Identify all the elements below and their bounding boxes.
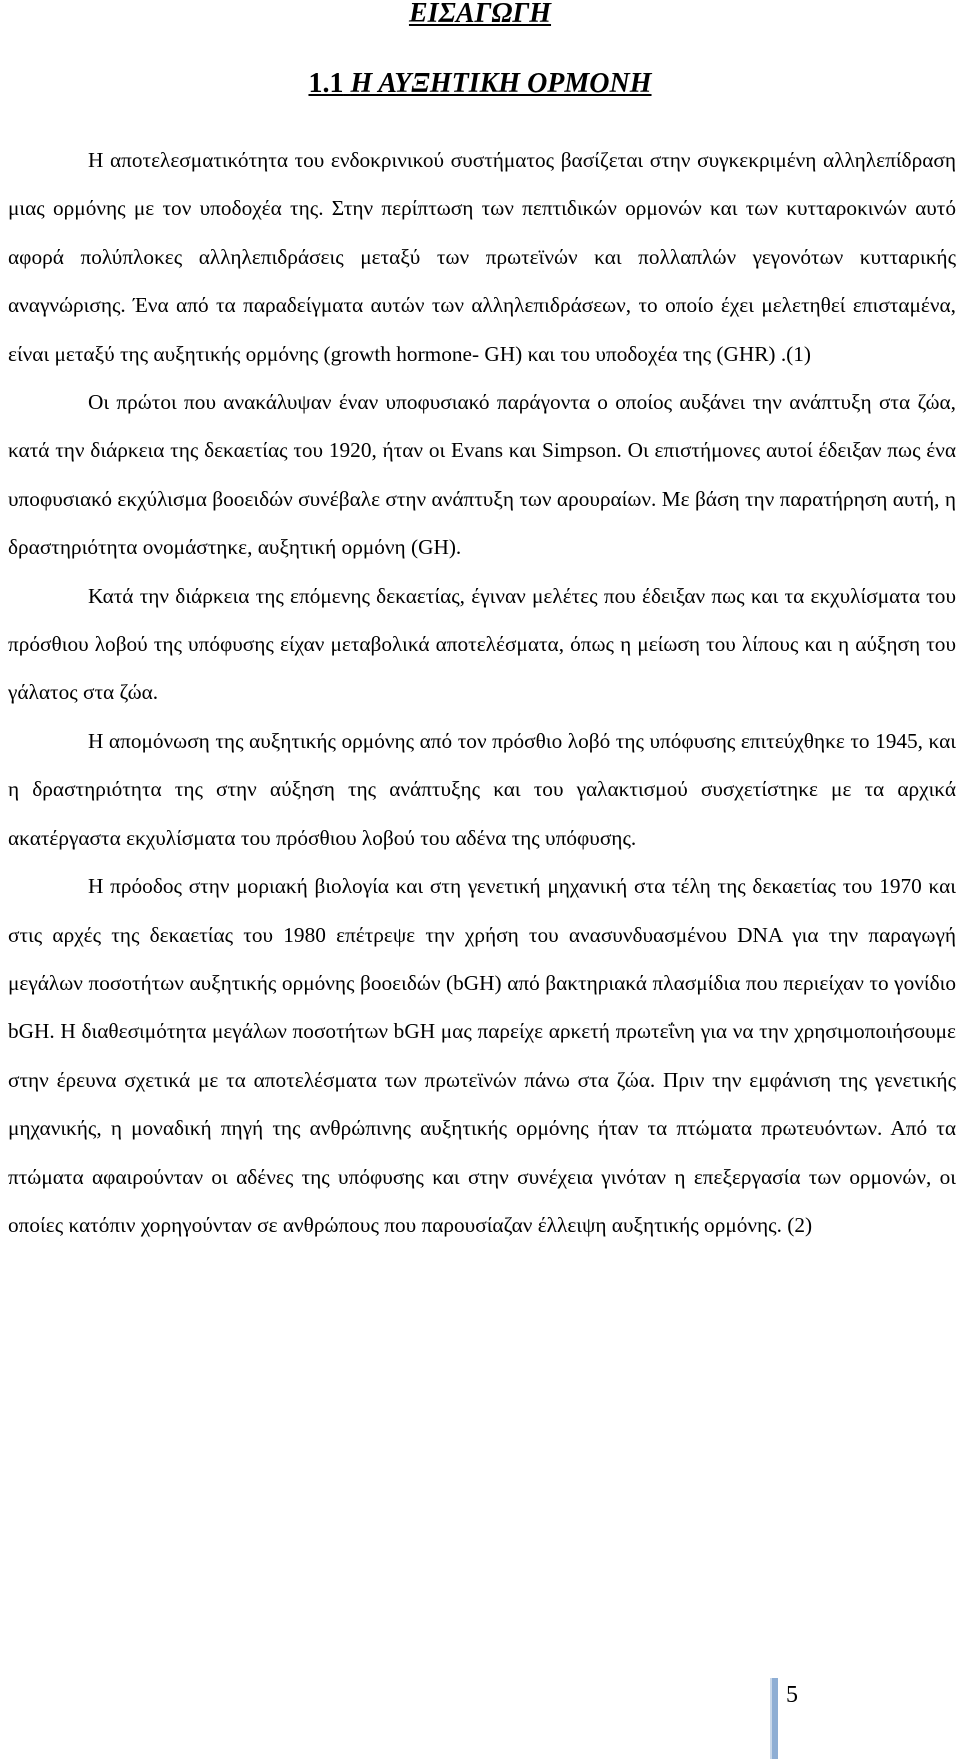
chapter-title: ΕΙΣΑΓΩΓΗ	[408, 0, 552, 29]
section-number: 1.1	[308, 68, 344, 99]
paragraph: Η αποτελεσματικότητα του ενδοκρινικού συστήματος βασίζεται στην συγκεκριμένη αλληλεπίδραση μιας ορμόνης με τον υποδοχέα της. Στην περίπτωση των πεπτιδικών ορμονών και των κυτταροκινών αυτό αφορά πολύπλοκες αλληλεπιδράσεις μεταξύ των πρωτεϊνών και πολλαπλών γεγονότων κυτταρικής αναγνώρισης. Ένα από τα παραδείγματα αυτών των αλληλεπιδράσεων, το οποίο έχει μελετηθεί επισταμένα, είναι μεταξύ της αυξητικής ορμόνης (growth hormone- GH) και του υποδοχέα της (GHR) .(1)	[8, 148, 956, 366]
section-heading	[0, 64, 960, 104]
page-number: 5	[786, 1682, 798, 1708]
paragraph: Οι πρώτοι που ανακάλυψαν έναν υποφυσιακό παράγοντα ο οποίος αυξάνει την ανάπτυξη στα ζώα, κατά την διάρκεια της δεκαετίας του 1920, ήταν οι Evans και Simpson. Οι επιστήμονες αυτοί έδειξαν πως ένα υποφυσιακό εκχύλισμα βοοειδών συνέβαλε στην ανάπτυξη των αρουραίων. Με βάση την παρατήρηση αυτή, η δραστηριότητα ονομάστηκε, αυξητική ορμόνη (GH).	[8, 390, 956, 560]
paragraph: Κατά την διάρκεια της επόμενης δεκαετίας, έγιναν μελέτες που έδειξαν πως και τα εκχυλίσματα του πρόσθιου λοβού της υπόφυσης είχαν μεταβολικά αποτελέσματα, όπως η μείωση του λίπους και η αύξηση του γάλατος στα ζώα.	[8, 583, 956, 705]
paragraph: Η απομόνωση της αυξητικής ορμόνης από τον πρόσθιο λοβό της υπόφυσης επιτεύχθηκε το 1945, και η δραστηριότητα της στην αύξηση της ανάπτυξης και του γαλακτισμού συσχετίστηκε με τα αρχικά ακατέργαστα εκχυλίσματα του πρόσθιου λοβού του αδένα της υπόφυσης.	[8, 728, 956, 850]
paragraph: Η πρόοδος στην μοριακή βιολογία και στη γενετική μηχανική στα τέλη της δεκαετίας του 1970 και στις αρχές της δεκαετίας του 1980 επέτρεψε την χρήση του ανασυνδυασμένου DNA για την παραγωγή μεγάλων ποσοτήτων αυξητικής ορμόνης βοοειδών (bGH) από βακτηριακά πλασμίδια που περιείχαν το γονίδιο bGH. Η διαθεσιμότητα μεγάλων ποσοτήτων bGH μας παρείχε αρκετή πρωτεΐνη για να την χρησιμοποιήσουμε στην έρευνα σχετικά με τα αποτελέσματα των πρωτεϊνών πάνω στα ζώα. Πριν την εμφάνιση της γενετικής μηχανικής, η μοναδική πηγή της ανθρώπινης αυξητικής ορμόνης ήταν τα πτώματα πρωτευόντων. Από τα πτώματα αφαιρούνταν οι αδένες της υπόφυσης και στην συνέχεια γινόταν η επεξεργασία των ορμονών, οι οποίες κατόπιν χορηγούνταν σε ανθρώπους που παρουσίαζαν έλλειψη αυξητικής ορμόνης. (2)	[8, 874, 956, 1237]
body-text	[8, 136, 956, 1249]
section-title: Η ΑΥΞΗΤΙΚΗ ΟΡΜΟΝΗ	[350, 68, 652, 99]
footer-rule	[770, 1678, 778, 1759]
